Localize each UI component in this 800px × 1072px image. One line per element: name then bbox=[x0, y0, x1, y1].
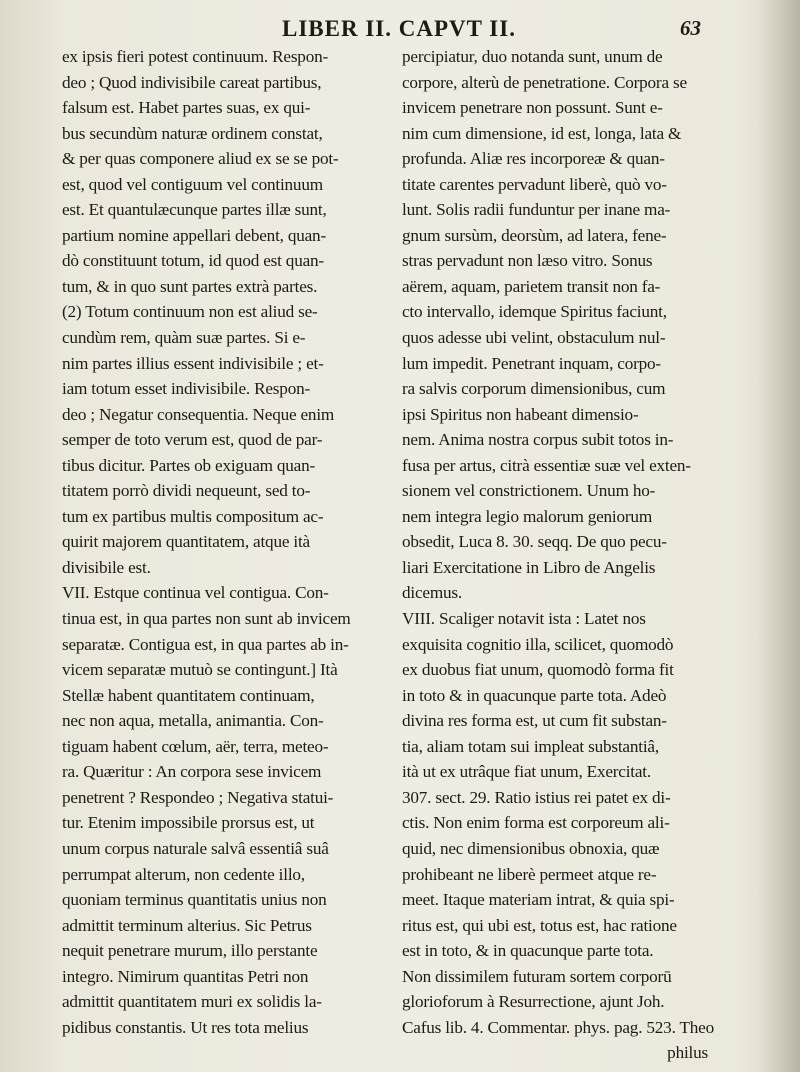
text-line: admittit quantitatem muri ex solidis la- bbox=[62, 992, 322, 1012]
text-line: Non dissimilem futuram sortem corporū bbox=[402, 966, 672, 986]
text-line: nim partes illius essent indivisibile ; et- bbox=[62, 353, 324, 373]
text-line: est. Et quantulæcunque partes illæ sunt, bbox=[62, 200, 327, 220]
text-line: tia, aliam totam sui impleat substantiâ, bbox=[402, 736, 659, 756]
right-text-column bbox=[402, 44, 730, 1066]
text-line: ra salvis corporum dimensionibus, cum bbox=[402, 379, 666, 399]
running-head: LIBER II. CAPVT II. bbox=[282, 16, 516, 41]
text-line: meet. Itaque materiam intrat, & quia spi- bbox=[402, 890, 675, 910]
text-line: divina res forma est, ut cum fit substan- bbox=[402, 711, 667, 731]
text-line: (2) Totum continuum non est aliud se- bbox=[62, 302, 318, 322]
text-line: quirit majorem quantitatem, atque ità bbox=[62, 532, 310, 552]
page-number: 63 bbox=[680, 16, 701, 40]
text-line: ritus est, qui ubi est, totus est, hac ratione bbox=[402, 915, 677, 935]
page-header bbox=[0, 14, 800, 44]
text-line: deo ; Quod indivisibile careat partibus, bbox=[62, 72, 322, 92]
text-line: nim cum dimensione, id est, longa, lata & bbox=[402, 123, 682, 143]
text-line: partium nomine appellari debent, quan- bbox=[62, 225, 326, 245]
text-line: dò constituunt totum, id quod est quan- bbox=[62, 251, 324, 271]
text-line: ex duobus fiat unum, quomodò forma fit bbox=[402, 660, 674, 680]
left-text-column bbox=[62, 44, 387, 1040]
text-line: gnum sursùm, deorsùm, ad latera, fene- bbox=[402, 225, 667, 245]
text-line: tur. Etenim impossibile prorsus est, ut bbox=[62, 813, 315, 833]
text-line: quos adesse ubi velint, obstaculum nul- bbox=[402, 328, 666, 348]
text-line: quid, nec dimensionibus obnoxia, quæ bbox=[402, 838, 660, 858]
text-line: sionem vel constrictionem. Unum ho- bbox=[402, 481, 656, 501]
text-line: perrumpat alterum, non cedente illo, bbox=[62, 864, 305, 884]
text-line: unum corpus naturale salvâ essentiâ suâ bbox=[62, 838, 329, 858]
text-line: ità ut ex utrâque fiat unum, Exercitat. bbox=[402, 762, 651, 782]
text-line: ipsi Spiritus non habeant dimensio- bbox=[402, 404, 639, 424]
text-line: lum impedit. Penetrant inquam, corpo- bbox=[402, 353, 661, 373]
text-line: stras pervadunt non læso vitro. Sonus bbox=[402, 251, 653, 271]
text-line: titatem porrò dividi nequeunt, sed to- bbox=[62, 481, 311, 501]
text-line: 307. sect. 29. Ratio istius rei patet ex di- bbox=[402, 787, 671, 807]
text-line: exquisita cognitio illa, scilicet, quomodò bbox=[402, 634, 674, 654]
text-line: philus bbox=[667, 1043, 708, 1063]
text-line: nequit penetrare murum, illo perstante bbox=[62, 941, 318, 961]
text-line: quoniam terminus quantitatis unius non bbox=[62, 890, 327, 910]
text-line: est in toto, & in quacunque parte tota. bbox=[402, 941, 654, 961]
text-line: profunda. Aliæ res incorporeæ & quan- bbox=[402, 149, 665, 169]
text-line: tinua est, in qua partes non sunt ab invicem bbox=[62, 609, 351, 629]
text-line: nem. Anima nostra corpus subit totos in- bbox=[402, 430, 674, 450]
text-line: & per quas componere aliud ex se se pot- bbox=[62, 149, 339, 169]
text-line: bus secundùm naturæ ordinem constat, bbox=[62, 123, 323, 143]
text-line: aërem, aquam, parietem transit non fa- bbox=[402, 276, 661, 296]
text-line: dicemus. bbox=[402, 583, 462, 603]
text-line: glorioforum à Resurrectione, ajunt Joh. bbox=[402, 992, 665, 1012]
text-line: ex ipsis fieri potest continuum. Respon- bbox=[62, 47, 329, 66]
text-line: liari Exercitatione in Libro de Angelis bbox=[402, 557, 656, 577]
text-line: tum, & in quo sunt partes extrà partes. bbox=[62, 276, 318, 296]
text-line: iam totum esset indivisibile. Respon- bbox=[62, 379, 311, 399]
page-gutter-shadow bbox=[758, 0, 800, 1072]
text-line: invicem penetrare non possunt. Sunt e- bbox=[402, 98, 663, 118]
text-line: admittit terminum alterius. Sic Petrus bbox=[62, 915, 312, 935]
text-line: prohibeant ne liberè permeet atque re- bbox=[402, 864, 657, 884]
text-line: nec non aqua, metalla, animantia. Con- bbox=[62, 711, 324, 731]
text-line: titate carentes pervadunt liberè, quò vo- bbox=[402, 174, 667, 194]
text-line: Cafus lib. 4. Commentar. phys. pag. 523. Theo bbox=[402, 1017, 714, 1037]
text-line: corpore, alterù de penetratione. Corpora se bbox=[402, 72, 687, 92]
text-line: pidibus constantis. Ut res tota melius bbox=[62, 1017, 309, 1037]
text-line: integro. Nimirum quantitas Petri non bbox=[62, 966, 309, 986]
text-line: vicem separatæ mutuò se contingunt.] Ità bbox=[62, 660, 338, 680]
text-line: tibus dicitur. Partes ob exiguam quan- bbox=[62, 455, 316, 475]
text-line: in toto & in quacunque parte tota. Adeò bbox=[402, 685, 667, 705]
text-line: fusa per artus, citrà essentiæ suæ vel exten- bbox=[402, 455, 691, 475]
text-line: est, quod vel contiguum vel continuum bbox=[62, 174, 323, 194]
text-line: obsedit, Luca 8. 30. seqq. De quo pecu- bbox=[402, 532, 667, 552]
text-line: ctis. Non enim forma est corporeum ali- bbox=[402, 813, 670, 833]
text-line: penetrent ? Respondeo ; Negativa statui- bbox=[62, 787, 334, 807]
text-line: Stellæ habent quantitatem continuam, bbox=[62, 685, 315, 705]
text-line: falsum est. Habet partes suas, ex qui- bbox=[62, 98, 311, 118]
text-line: VIII. Scaliger notavit ista : Latet nos bbox=[402, 609, 646, 629]
text-line: separatæ. Contigua est, in qua partes ab in- bbox=[62, 634, 349, 654]
text-line: tum ex partibus multis compositum ac- bbox=[62, 506, 324, 526]
text-line: semper de toto verum est, quod de par- bbox=[62, 430, 323, 450]
text-line: lunt. Solis radii funduntur per inane ma- bbox=[402, 200, 671, 220]
text-line: nem integra legio malorum geniorum bbox=[402, 506, 652, 526]
text-line: ra. Quæritur : An corpora sese invicem bbox=[62, 762, 322, 782]
text-line: VII. Estque continua vel contigua. Con- bbox=[62, 583, 329, 603]
text-line: divisibile est. bbox=[62, 557, 151, 577]
text-line: cto intervallo, idemque Spiritus faciunt, bbox=[402, 302, 667, 322]
text-line: tiguam habent cœlum, aër, terra, meteo- bbox=[62, 736, 329, 756]
text-line: deo ; Negatur consequentia. Neque enim bbox=[62, 404, 335, 424]
text-line: percipiatur, duo notanda sunt, unum de bbox=[402, 47, 663, 66]
text-line: cundùm rem, quàm suæ partes. Si e- bbox=[62, 328, 306, 348]
